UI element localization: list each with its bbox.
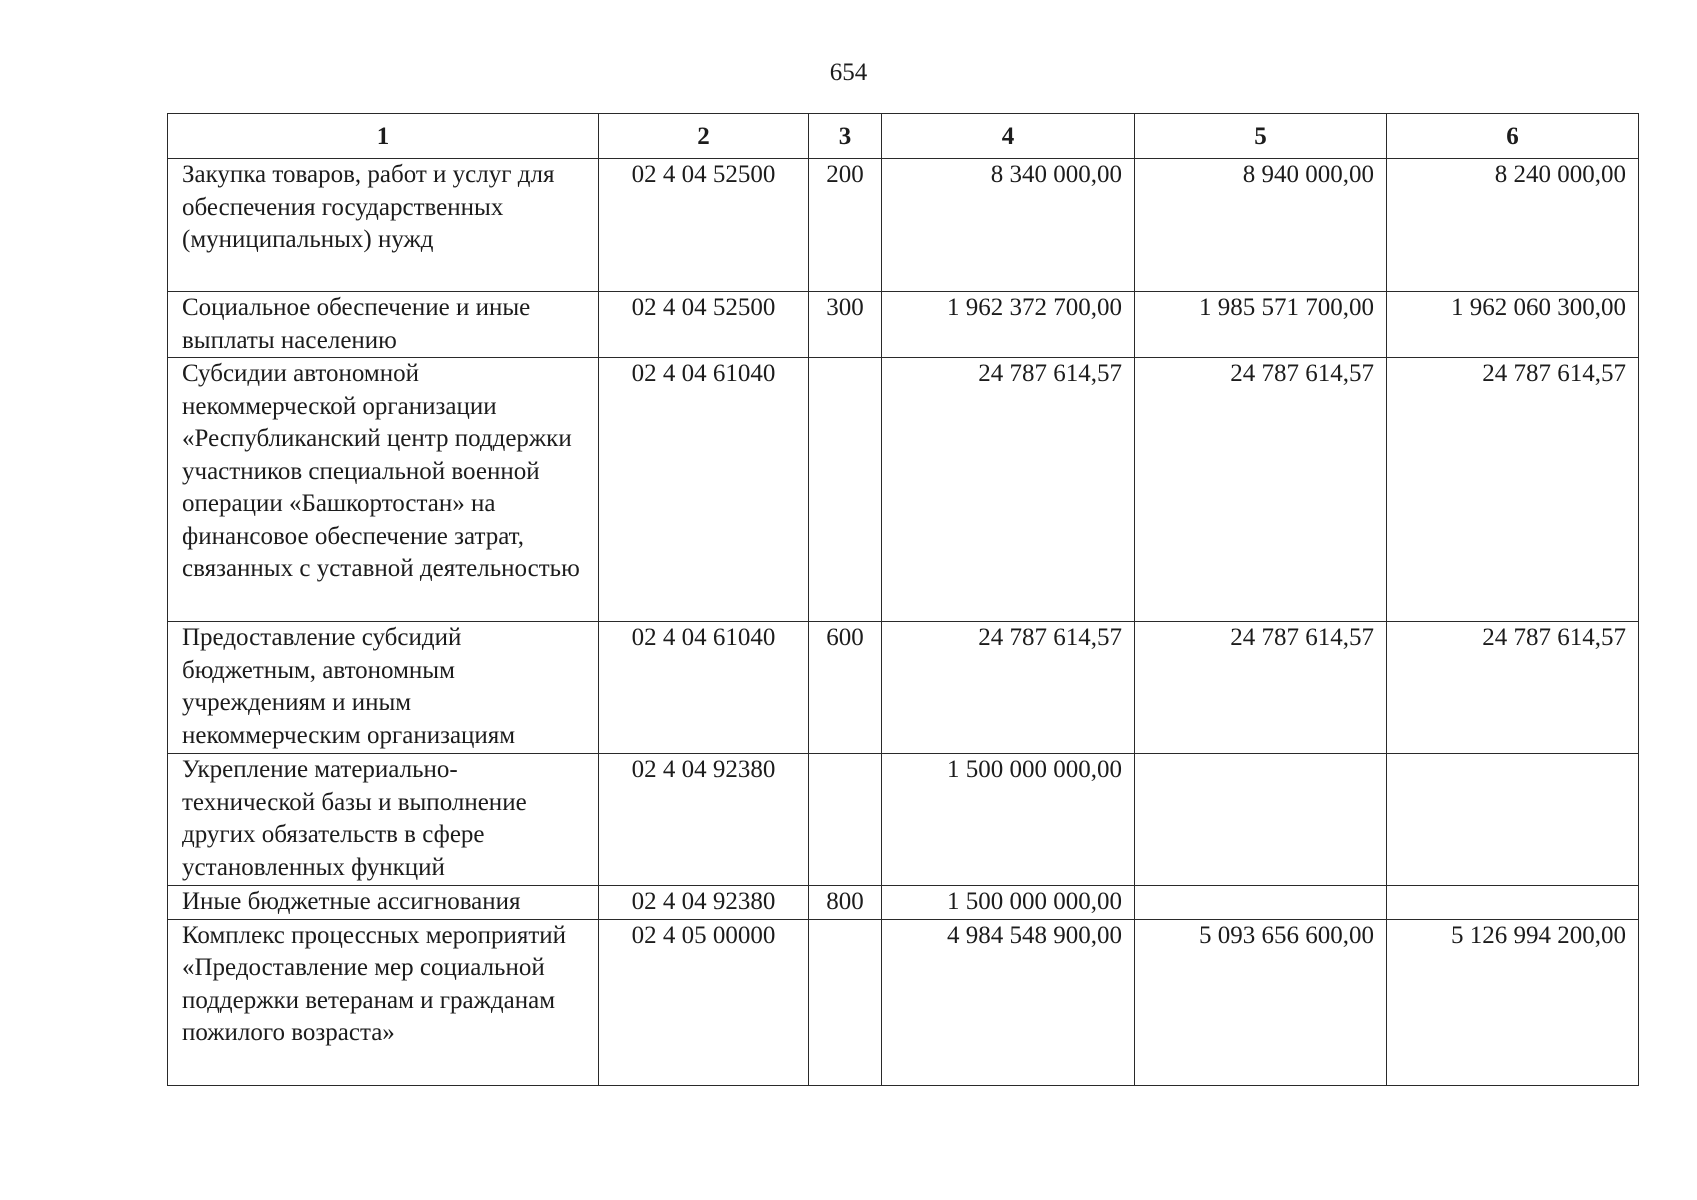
page-number: 654 — [829, 59, 868, 86]
row-type: 800 — [809, 886, 882, 920]
column-header: 2 — [599, 114, 809, 159]
row-value-4: 1 500 000 000,00 — [882, 886, 1135, 920]
row-value-5: 24 787 614,57 — [1135, 622, 1387, 754]
row-value-4: 1 962 372 700,00 — [882, 292, 1135, 358]
row-value-6: 5 126 994 200,00 — [1387, 919, 1639, 1085]
row-name: Комплекс процессных мероприятий «Предоставление мер социальной поддержки ветеранам и гражданам пожилого возраста» — [168, 919, 599, 1085]
row-value-5: 8 940 000,00 — [1135, 159, 1387, 292]
row-value-4: 1 500 000 000,00 — [882, 754, 1135, 886]
row-value-4: 8 340 000,00 — [882, 159, 1135, 292]
table-row — [168, 622, 1639, 754]
row-code: 02 4 04 92380 — [599, 886, 809, 920]
column-header: 1 — [168, 114, 599, 159]
row-code: 02 4 04 52500 — [599, 292, 809, 358]
table-row — [168, 886, 1639, 920]
row-name: Субсидии автономной некоммерческой организации «Республиканский центр поддержки участников специальной военной операции «Башкортостан» на финансовое обеспечение затрат, связанных с уставной деятельностью — [168, 358, 599, 622]
row-type — [809, 358, 882, 622]
table-row — [168, 159, 1639, 292]
table-row — [168, 919, 1639, 1085]
row-code: 02 4 04 61040 — [599, 622, 809, 754]
column-header: 3 — [809, 114, 882, 159]
row-code: 02 4 04 92380 — [599, 754, 809, 886]
row-value-4: 4 984 548 900,00 — [882, 919, 1135, 1085]
row-name: Предоставление субсидий бюджетным, автономным учреждениям и иным некоммерческим организациям — [168, 622, 599, 754]
row-value-4: 24 787 614,57 — [882, 358, 1135, 622]
table-row — [168, 358, 1639, 622]
row-value-5: 1 985 571 700,00 — [1135, 292, 1387, 358]
row-type: 200 — [809, 159, 882, 292]
row-code: 02 4 05 00000 — [599, 919, 809, 1085]
row-value-4: 24 787 614,57 — [882, 622, 1135, 754]
row-value-5 — [1135, 886, 1387, 920]
column-header: 5 — [1135, 114, 1387, 159]
table-row — [168, 754, 1639, 886]
row-name: Закупка товаров, работ и услуг для обеспечения государственных (муниципальных) нужд — [168, 159, 599, 292]
row-type — [809, 919, 882, 1085]
column-header: 6 — [1387, 114, 1639, 159]
table-row — [168, 292, 1639, 358]
row-value-6: 8 240 000,00 — [1387, 159, 1639, 292]
row-type: 300 — [809, 292, 882, 358]
row-code: 02 4 04 52500 — [599, 159, 809, 292]
row-value-6: 1 962 060 300,00 — [1387, 292, 1639, 358]
row-value-6: 24 787 614,57 — [1387, 622, 1639, 754]
budget-table — [167, 113, 1639, 1086]
row-value-5: 24 787 614,57 — [1135, 358, 1387, 622]
row-name: Социальное обеспечение и иные выплаты населению — [168, 292, 599, 358]
row-name: Иные бюджетные ассигнования — [168, 886, 599, 920]
row-name: Укрепление материально-технической базы и выполнение других обязательств в сфере установленных функций — [168, 754, 599, 886]
row-value-6 — [1387, 886, 1639, 920]
row-value-5: 5 093 656 600,00 — [1135, 919, 1387, 1085]
row-value-5 — [1135, 754, 1387, 886]
row-code: 02 4 04 61040 — [599, 358, 809, 622]
row-value-6: 24 787 614,57 — [1387, 358, 1639, 622]
row-value-6 — [1387, 754, 1639, 886]
row-type — [809, 754, 882, 886]
row-type: 600 — [809, 622, 882, 754]
column-header: 4 — [882, 114, 1135, 159]
table-header-row — [168, 114, 1639, 159]
